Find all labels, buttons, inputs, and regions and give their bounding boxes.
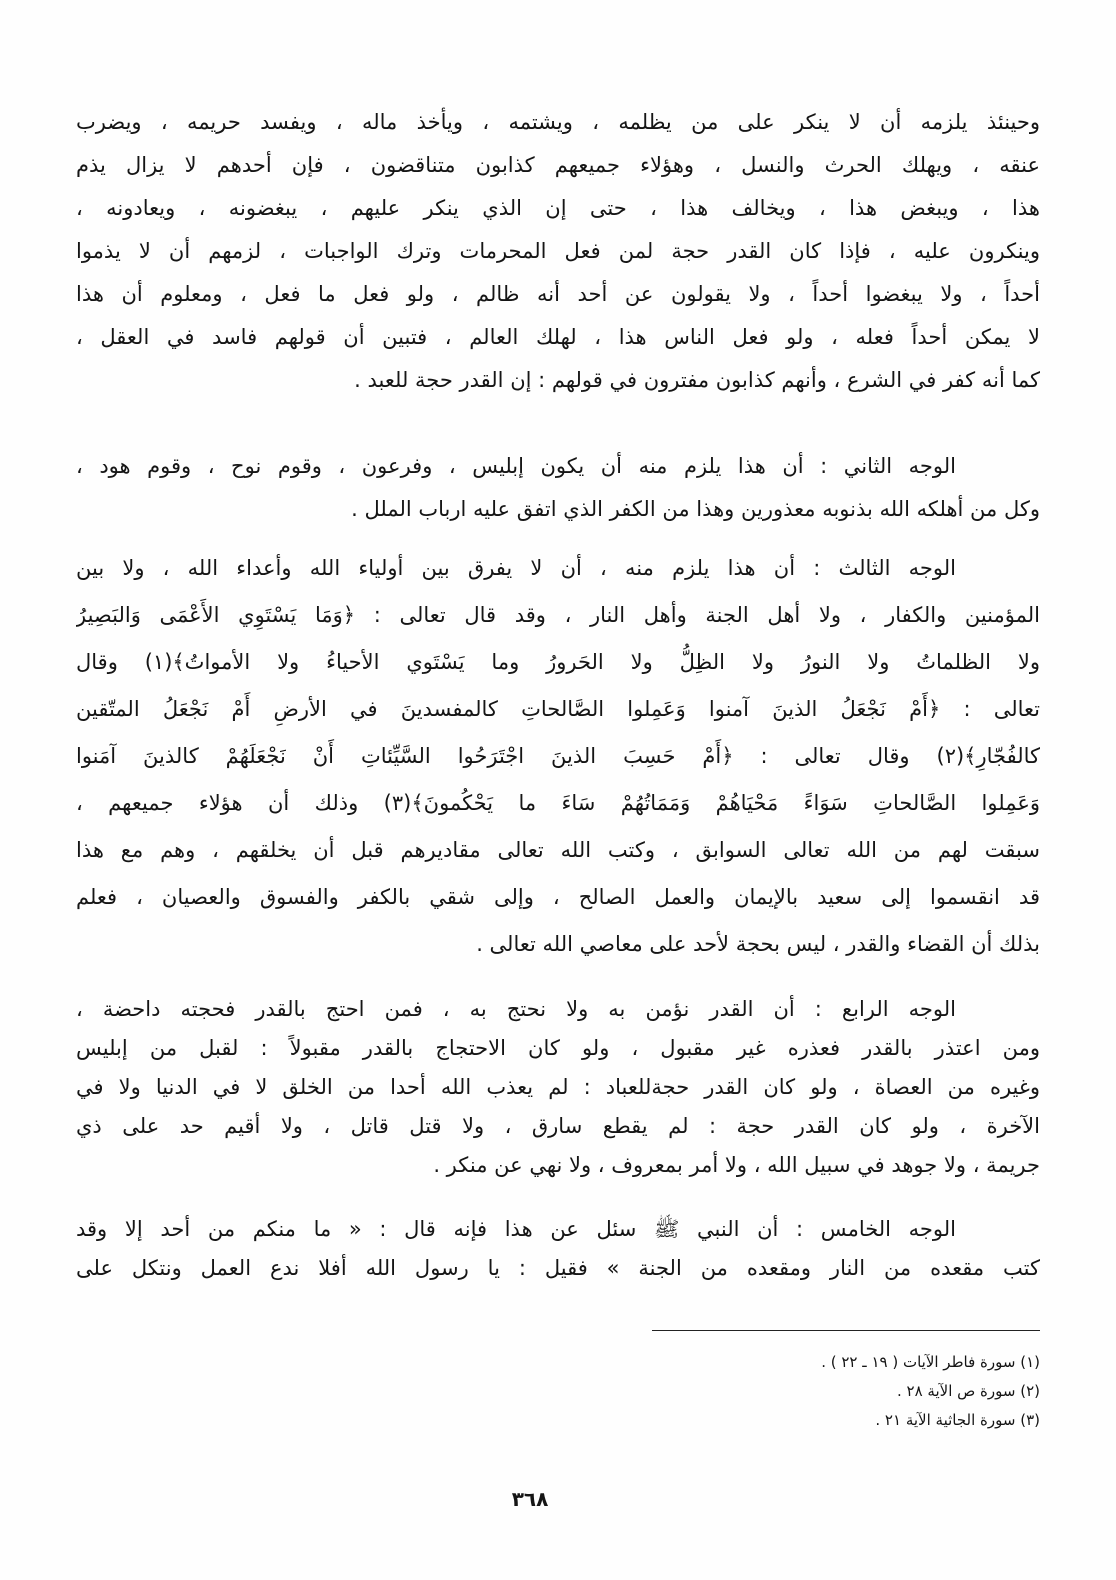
- text-line: كتب مقعده من النار ومقعده من الجنة » فقيل : يا رسول الله أفلا ندع العمل ونتكل على: [76, 1256, 1040, 1280]
- text-line: أحداً ، ولا يبغضوا أحداً ، ولا يقولون عن أحد أنه ظالم ، ولو فعل ما فعل ، ومعلوم أن هذا: [76, 282, 1040, 306]
- footnote: (٢) سورة ص الآية ٢٨ .: [896, 1382, 1040, 1400]
- text-line: ومن اعتذر بالقدر فعذره غير مقبول ، ولو كان الاحتجاج بالقدر مقبولاً : لقبل من إبليس: [76, 1036, 1040, 1060]
- text-line: جريمة ، ولا جوهد في سبيل الله ، ولا أمر بمعروف ، ولا نهي عن منكر .: [433, 1153, 1040, 1177]
- text-line: الآخرة ، ولو كان القدر حجة : لم يقطع سارق ، ولا قتل قاتل ، ولا أقيم حد على ذي: [76, 1114, 1040, 1138]
- text-line: بذلك أن القضاء والقدر ، ليس بحجة لأحد على معاصي الله تعالى .: [476, 932, 1040, 956]
- paragraph-1: [76, 101, 1040, 402]
- text-line: ولا الظلماتُ ولا النورُ ولا الظِلُّ ولا الحَرورُ وما يَسْتَوي الأحياءُ ولا الأمواتُ﴾(١) وقال: [76, 650, 1040, 674]
- text-line: الوجه الثالث : أن هذا يلزم منه ، أن لا يفرق بين أولياء الله وأعداء الله ، ولا بين: [76, 556, 956, 580]
- paragraph-3: [76, 545, 1040, 968]
- text-line: وحينئذ يلزمه أن لا ينكر على من يظلمه ، ويشتمه ، ويأخذ ماله ، ويفسد حريمه ، ويضرب: [76, 110, 1040, 134]
- text-line: هذا ، ويبغض هذا ، ويخالف هذا ، حتى إن الذي ينكر عليهم ، يبغضونه ، ويعادونه ،: [76, 196, 1040, 220]
- page-number: ٣٦٨: [511, 1487, 549, 1511]
- text-line: وكل من أهلكه الله بذنوبه معذورين وهذا من الكفر الذي اتفق عليه ارباب الملل .: [351, 497, 1040, 521]
- text-line: سبقت لهم من الله تعالى السوابق ، وكتب الله تعالى مقاديرهم قبل أن يخلقهم ، وهم مع هذا: [76, 838, 1040, 862]
- text-line: المؤمنين والكفار ، ولا أهل الجنة وأهل النار ، وقد قال تعالى : ﴿وَمَا يَسْتَوِي الأَعْمَى وَالبَصِيرُ: [76, 603, 1040, 627]
- footnote: (١) سورة فاطر الآيات ( ١٩ ـ ٢٢ ) .: [821, 1353, 1040, 1371]
- footnotes: [520, 1348, 1040, 1435]
- paragraph-4: [76, 990, 1040, 1185]
- text-line: تعالى : ﴿أَمْ نَجْعَلُ الذينَ آمنوا وَعَمِلوا الصَّالحاتِ كالمفسدينَ في الأرضِ أَمْ نَجْعَلُ المتّقين: [76, 697, 1040, 721]
- text-line: وَعَمِلوا الصَّالحاتِ سَوَاءً مَحْيَاهُمْ وَمَمَاتُهُمْ سَاءَ ما يَحْكُمونَ﴾(٣) وذلك أن هؤلاء جميعهم ،: [76, 791, 1040, 815]
- text-line: كما أنه كفر في الشرع ، وأنهم كذابون مفترون في قولهم : إن القدر حجة للعبد .: [354, 368, 1040, 392]
- paragraph-5: [76, 1210, 1040, 1288]
- text-line: الوجه الخامس : أن النبي ﷺ سئل عن هذا فإنه قال : « ما منكم من أحد إلا وقد: [76, 1217, 956, 1241]
- footnote: (٣) سورة الجاثية الآية ٢١ .: [875, 1411, 1040, 1429]
- text-line: كالفُجّارِ﴾(٢) وقال تعالى : ﴿أَمْ حَسِبَ الذينَ اجْتَرَحُوا السَّيِّئاتِ أَنْ نَجْعَلَهُمْ كالذينَ آمَنوا: [76, 744, 1040, 768]
- main-text: [76, 101, 1040, 1288]
- footnote-divider: [652, 1330, 1040, 1331]
- paragraph-2: [76, 445, 1040, 531]
- text-line: وغيره من العصاة ، ولو كان القدر حجةللعباد : لم يعذب الله أحدا من الخلق لا في الدنيا ولا في: [76, 1075, 1040, 1099]
- text-line: وينكرون عليه ، فإذا كان القدر حجة لمن فعل المحرمات وترك الواجبات ، لزمهم أن لا يذموا: [76, 239, 1040, 263]
- text-line: لا يمكن أحداً فعله ، ولو فعل الناس هذا ، لهلك العالم ، فتبين أن قولهم فاسد في العقل ،: [76, 325, 1040, 349]
- text-line: عنقه ، ويهلك الحرث والنسل ، وهؤلاء جميعهم كذابون متناقضون ، فإن أحدهم لا يزال يذم: [76, 153, 1040, 177]
- text-line: قد انقسموا إلى سعيد بالإيمان والعمل الصالح ، وإلى شقي بالكفر والفسوق والعصيان ، فعلم: [76, 885, 1040, 909]
- text-line: الوجه الرابع : أن القدر نؤمن به ولا نحتج به ، فمن احتج بالقدر فحجته داحضة ،: [76, 997, 956, 1021]
- text-line: الوجه الثاني : أن هذا يلزم منه أن يكون إبليس ، وفرعون ، وقوم نوح ، وقوم هود ،: [76, 454, 956, 478]
